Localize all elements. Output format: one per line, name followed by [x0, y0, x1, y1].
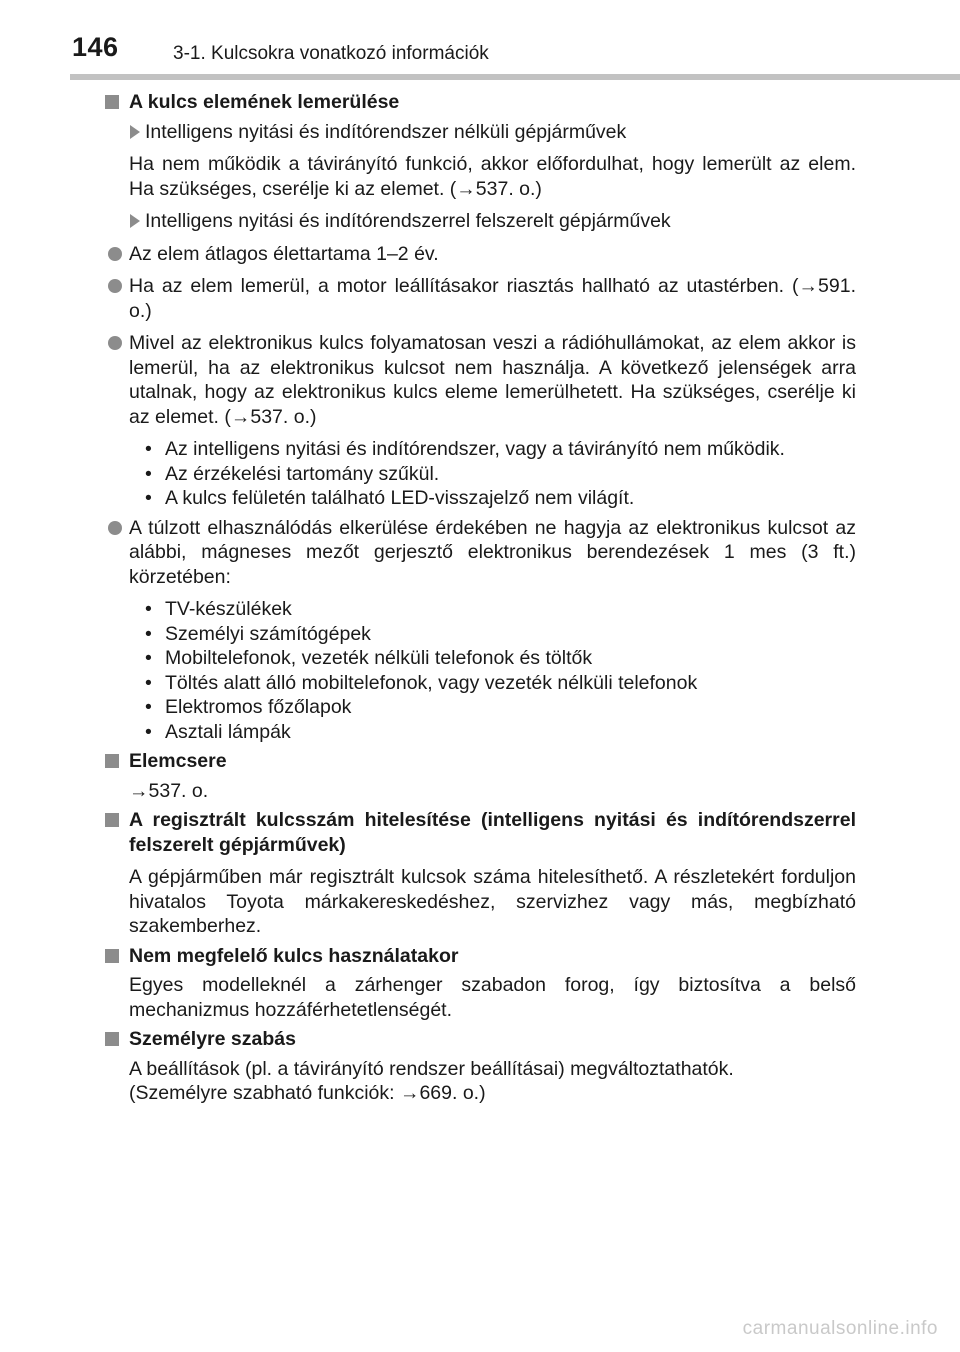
bullet-dot-icon: •: [145, 696, 152, 718]
bullet-dot-icon: •: [145, 720, 152, 743]
list-item-text: Az érzékelési tartomány szűkül.: [165, 462, 440, 485]
heading-replace-text: Elemcsere: [129, 750, 227, 772]
item-battery-alarm: [100, 274, 856, 323]
list-item-text: A kulcs felületén található LED-visszajelző nem világít.: [165, 487, 635, 509]
circle-bullet-icon: [108, 247, 122, 261]
subheading-text: Intelligens nyitási és indítórendszer nélküli gépjárművek: [145, 120, 627, 143]
heading-customize-text: Személyre szabás: [129, 1028, 296, 1050]
square-bullet-icon: [105, 949, 119, 963]
bullet-dot-icon: •: [145, 622, 152, 645]
list-item: [145, 671, 856, 696]
list-item: [145, 646, 856, 671]
list-item: [145, 437, 856, 462]
bullet-dot-icon: •: [145, 671, 152, 694]
square-bullet-icon: [105, 813, 119, 827]
item-text: Mivel az elektronikus kulcs folyamatosan veszi a rádióhullámokat, az elem akkor is lemerül, ha az elektronikus kulcsot nem használja. A következő jelenségek arra utalnak, hogy az elektronikus kulcs eleme lemerülhetett. Ha szükséges, cserélje ki az elemet. (→537. o.): [129, 332, 856, 428]
list-item-text: TV-készülékek: [165, 598, 292, 620]
heading-battery-text: A kulcs elemének lemerülése: [129, 91, 400, 113]
heading-battery: [100, 90, 856, 115]
paragraph-remote-battery: Ha nem működik a távirányító funkció, akkor előfordulhat, hogy lemerült az elem. Ha szükséges, cserélje ki az elemet. (→537. o.): [129, 153, 856, 200]
paragraph-customize-2: (Személyre szabható funkciók: →669. o.): [129, 1082, 486, 1104]
watermark-text: carmanualsonline.info: [742, 1318, 938, 1339]
section-title: 3-1. Kulcsokra vonatkozó információk: [173, 43, 489, 64]
square-bullet-icon: [105, 1032, 119, 1046]
item-text: Az elem átlagos élettartama 1–2 év.: [129, 242, 439, 265]
list-item: [145, 486, 856, 511]
replace-reference: →537. o.: [129, 779, 209, 802]
heading-wrong-key: [100, 944, 856, 969]
paragraph-wrong-key: Egyes modelleknél a zárhenger szabadon forog, így biztosítva a belső mechanizmus hozzáférhetetlenségét.: [129, 974, 856, 1021]
heading-replace: [100, 749, 856, 774]
header-rule: [70, 74, 960, 80]
list-item: [145, 597, 856, 622]
list-item-text: Elektromos főzőlapok: [165, 696, 352, 718]
list-item-text: Az intelligens nyitási és indítórendszer, vagy a távirányító nem működik.: [165, 438, 785, 460]
item-text: A túlzott elhasználódás elkerülése érdekében ne hagyja az elektronikus kulcsot az alábbi, mágneses mezőt gerjesztő elektronikus berendezések 1 mes (3 ft.) körzetében:: [129, 516, 856, 588]
item-text: Ha az elem lemerül, a motor leállításakor riasztás hallható az utastérben. (→591. o.): [129, 275, 856, 322]
list-item: [145, 462, 856, 487]
subheading-with-smart-key: [100, 209, 856, 234]
bullet-dot-icon: •: [145, 438, 152, 460]
square-bullet-icon: [105, 754, 119, 768]
triangle-bullet-icon: [130, 214, 140, 228]
subheading-text: Intelligens nyitási és indítórendszerrel felszerelt gépjárművek: [145, 210, 671, 232]
bullet-dot-icon: •: [145, 487, 152, 509]
circle-bullet-icon: [108, 279, 122, 293]
main-content: [100, 90, 856, 1106]
list-item: [145, 695, 856, 720]
bullet-dot-icon: •: [145, 598, 152, 620]
paragraph-verify: A gépjárműben már regisztrált kulcsok száma hitelesíthető. A részletekért forduljon hivatalos Toyota márkakereskedéshez, szervizhez vagy más, megbízható szakemberhez.: [129, 866, 856, 937]
bullet-dot-icon: •: [145, 647, 152, 669]
list-item-text: Töltés alatt álló mobiltelefonok, vagy vezeték nélküli telefonok: [165, 671, 698, 694]
paragraph-customize-1: A beállítások (pl. a távirányító rendszer beállításai) megváltoztathatók.: [129, 1057, 734, 1080]
heading-customize: [100, 1027, 856, 1052]
page-header: [0, 0, 960, 80]
subheading-without-smart-key: [100, 120, 856, 145]
list-item-text: Személyi számítógépek: [165, 622, 371, 645]
circle-bullet-icon: [108, 336, 122, 350]
bullet-dot-icon: •: [145, 462, 152, 485]
symptom-list: [100, 437, 856, 511]
triangle-bullet-icon: [130, 125, 140, 139]
list-item-text: Asztali lámpák: [165, 720, 291, 743]
list-item: [145, 720, 856, 745]
square-bullet-icon: [105, 95, 119, 109]
list-item: [145, 622, 856, 647]
item-magnetic-fields: [100, 516, 856, 590]
page-number: 146: [72, 32, 119, 62]
heading-verify-text: A regisztrált kulcsszám hitelesítése (intelligens nyitási és indítórendszerrel felszerelt gépjárművek): [129, 809, 856, 856]
heading-wrong-key-text: Nem megfelelő kulcs használatakor: [129, 944, 459, 967]
heading-verify: [100, 808, 856, 857]
item-battery-drain: [100, 331, 856, 429]
circle-bullet-icon: [108, 521, 122, 535]
device-list: [100, 597, 856, 744]
item-battery-life: [100, 242, 856, 267]
list-item-text: Mobiltelefonok, vezeték nélküli telefonok és töltők: [165, 647, 593, 669]
